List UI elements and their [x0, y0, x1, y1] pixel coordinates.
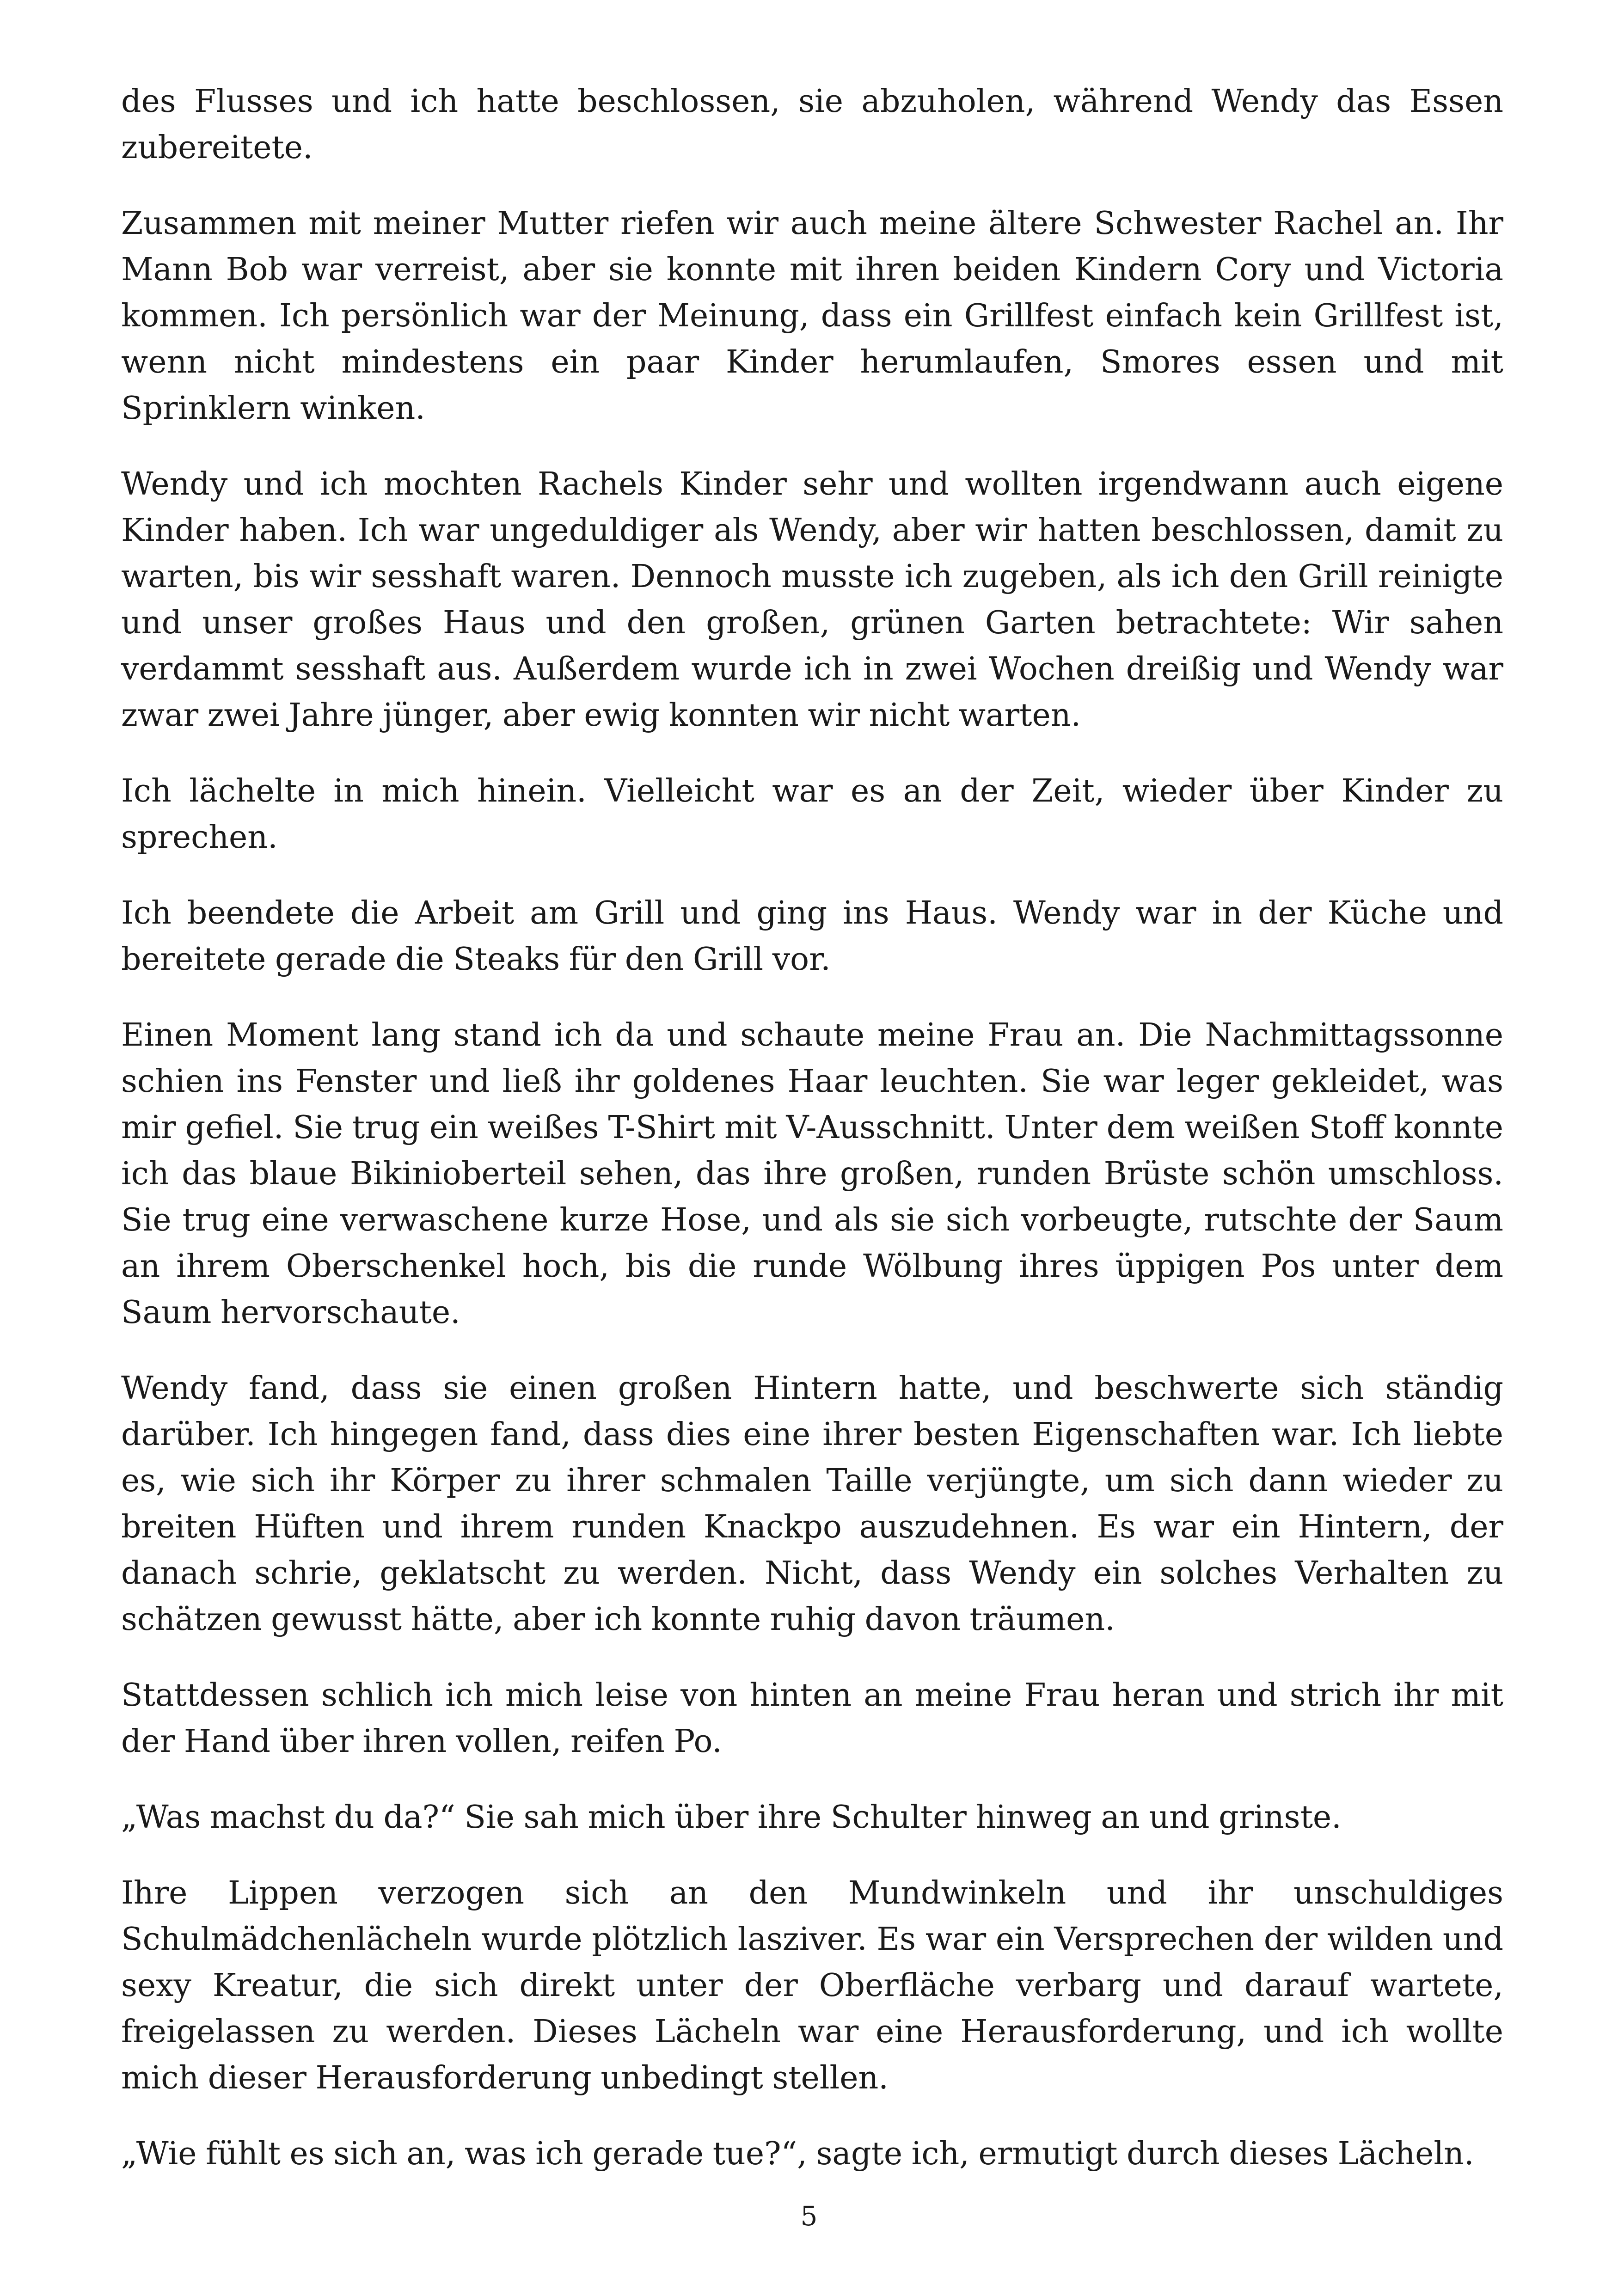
- paragraph-6: Einen Moment lang stand ich da und schaute meine Frau an. Die Nachmittagssonne schien ins Fenster und ließ ihr goldenes Haar leuchten. Sie war leger gekleidet, was mir gefiel. Sie trug ein weißes T-Shirt mit V-Ausschnitt. Unter dem weißen Stoff konnte ich das blaue Bikinioberteil sehen, das ihre großen, runden Brüste schön umschloss. Sie trug eine verwaschene kurze Hose, und als sie sich vorbeugte, rutschte der Saum an ihrem Oberschenkel hoch, bis die runde Wölbung ihres üppigen Pos unter dem Saum hervorschaute.: [121, 1017, 1503, 1331]
- paragraph-3: Wendy und ich mochten Rachels Kinder sehr und wollten irgendwann auch eigene Kinder haben. Ich war ungeduldiger als Wendy, aber wir hatten beschlossen, damit zu warten, bis wir sesshaft waren. Dennoch musste ich zugeben, als ich den Grill reinigte und unser großes Haus und den großen, grünen Garten betrachtete: Wir sahen verdammt sesshaft aus. Außerdem wurde ich in zwei Wochen dreißig und Wendy war zwar zwei Jahre jünger, aber ewig konnten wir nicht warten.: [121, 466, 1503, 734]
- page-body: [121, 79, 1503, 2177]
- paragraph-9: „Was machst du da?“ Sie sah mich über ihre Schulter hinweg an und grinste.: [121, 1799, 1342, 1836]
- paragraph-10: Ihre Lippen verzogen sich an den Mundwinkeln und ihr unschuldiges Schulmädchenlächeln wurde plötzlich lasziver. Es war ein Versprechen der wilden und sexy Kreatur, die sich direkt unter der Oberfläche verbarg und darauf wartete, freigelassen zu werden. Dieses Lächeln war eine Herausforderung, und ich wollte mich dieser Herausforderung unbedingt stellen.: [121, 1875, 1503, 2096]
- paragraph-8: Stattdessen schlich ich mich leise von hinten an meine Frau heran und strich ihr mit der Hand über ihren vollen, reifen Po.: [121, 1677, 1503, 1760]
- paragraph-4: Ich lächelte in mich hinein. Vielleicht war es an der Zeit, wieder über Kinder zu sprechen.: [121, 773, 1503, 856]
- page-number: 5: [800, 2200, 818, 2232]
- paragraph-2: Zusammen mit meiner Mutter riefen wir auch meine ältere Schwester Rachel an. Ihr Mann Bob war verreist, aber sie konnte mit ihren beiden Kindern Cory und Victoria kommen. Ich persönlich war der Meinung, dass ein Grillfest einfach kein Grillfest ist, wenn nicht mindestens ein paar Kinder herumlaufen, Smores essen und mit Sprinklern winken.: [121, 205, 1503, 427]
- paragraph-7: Wendy fand, dass sie einen großen Hintern hatte, und beschwerte sich ständig darüber. Ich hingegen fand, dass dies eine ihrer besten Eigenschaften war. Ich liebte es, wie sich ihr Körper zu ihrer schmalen Taille verjüngte, um sich dann wieder zu breiten Hüften und ihrem runden Knackpo auszudehnen. Es war ein Hintern, der danach schrie, geklatscht zu werden. Nicht, dass Wendy ein solches Verhalten zu schätzen gewusst hätte, aber ich konnte ruhig davon träumen.: [121, 1370, 1503, 1638]
- paragraph-5: Ich beendete die Arbeit am Grill und ging ins Haus. Wendy war in der Küche und bereitete gerade die Steaks für den Grill vor.: [121, 895, 1503, 978]
- paragraph-11: „Wie fühlt es sich an, was ich gerade tue?“, sagte ich, ermutigt durch dieses Lächeln.: [121, 2136, 1474, 2172]
- paragraph-1: des Flusses und ich hatte beschlossen, sie abzuholen, während Wendy das Essen zubereitete.: [121, 83, 1503, 166]
